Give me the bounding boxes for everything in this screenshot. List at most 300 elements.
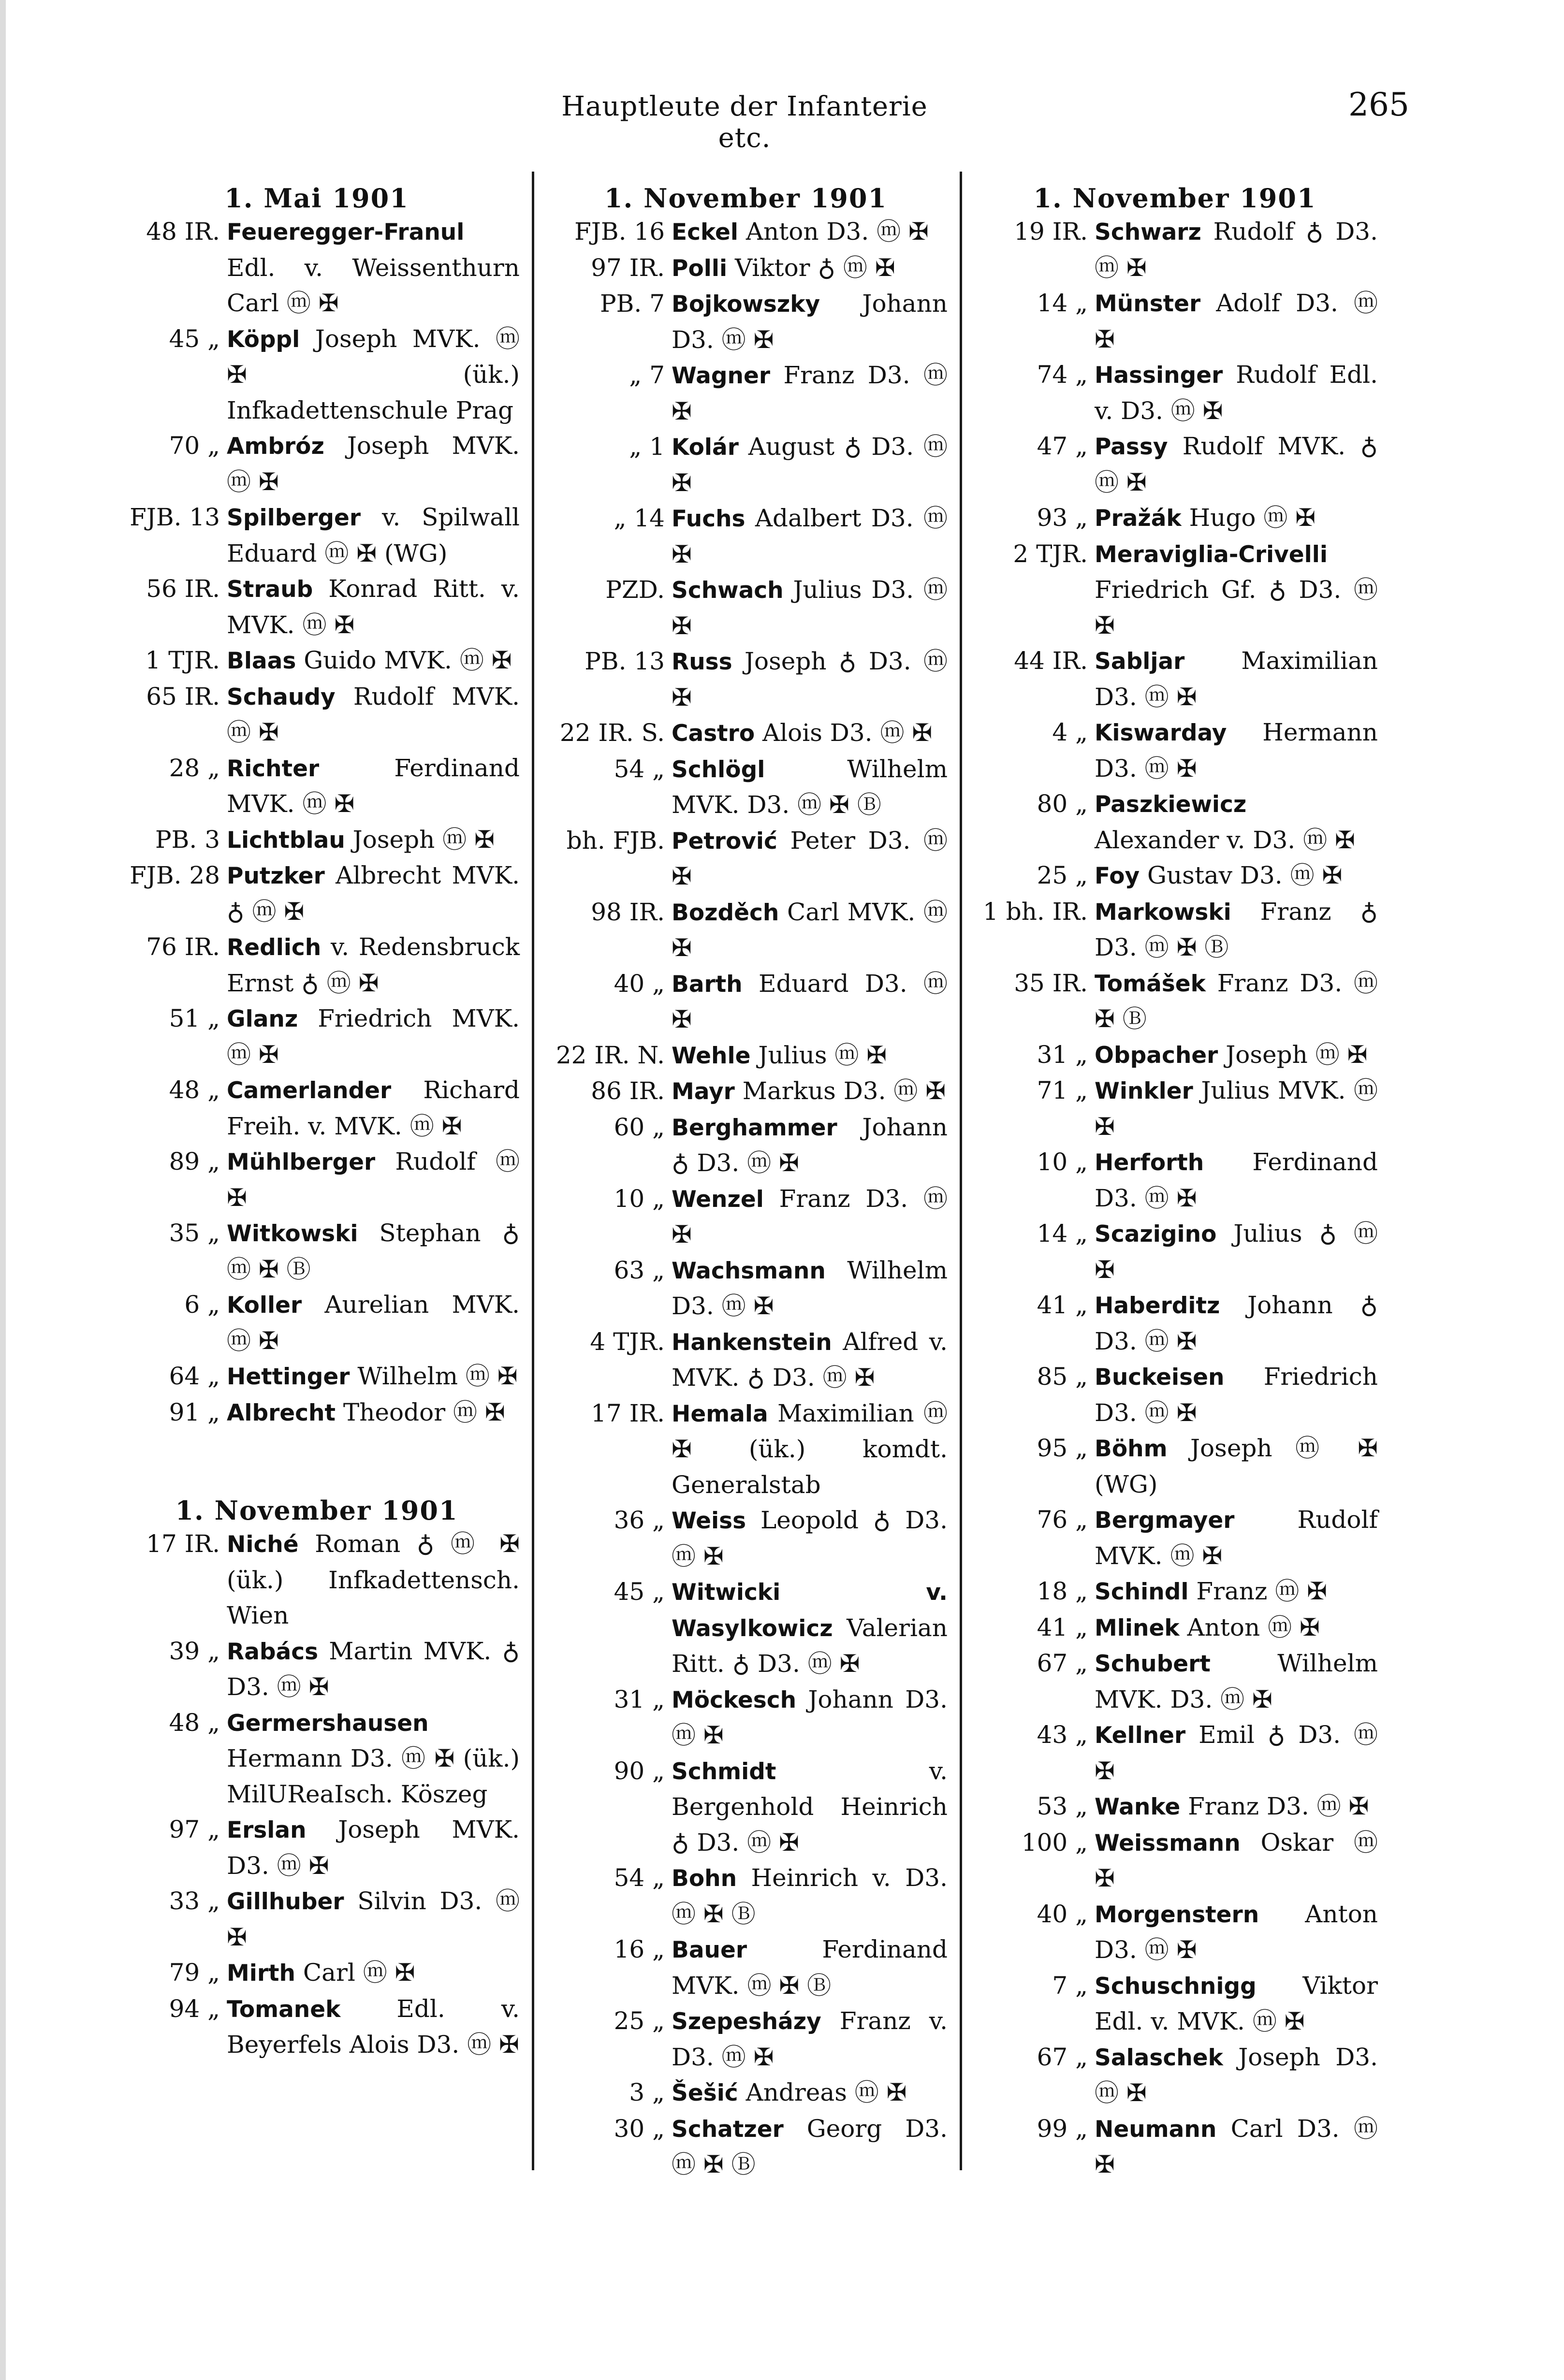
entry-text — [227, 1287, 520, 1359]
entry-details: Viktor ♁ ⓜ ✠ — [727, 253, 895, 282]
entry-text — [227, 1216, 520, 1287]
surname: Morgenstern — [1095, 1901, 1259, 1928]
unit-number: 51 „ — [169, 1004, 220, 1032]
roster-entry — [972, 786, 1378, 858]
unit-number: 89 „ — [169, 1147, 220, 1175]
roster-entry — [114, 1812, 520, 1884]
running-header: Hauptleute der Infanterie etc. — [561, 91, 928, 154]
roster-entry — [544, 2075, 948, 2111]
roster-entry — [544, 1110, 948, 1181]
surname: Schubert — [1095, 1651, 1211, 1677]
surname: Schaudy — [227, 683, 336, 711]
surname: Scazigino — [1095, 1221, 1217, 1248]
entry-text — [227, 1073, 520, 1144]
roster-entry — [544, 966, 948, 1038]
entry-details: Heinrich v. D3. ⓜ ✠ Ⓑ — [672, 1864, 948, 1928]
unit-number: 48 IR. — [146, 218, 220, 246]
unit-number: 3 „ — [629, 2078, 665, 2106]
roster-entry — [114, 1287, 520, 1359]
surname: Köppl — [227, 326, 300, 353]
entry-details: Andreas ⓜ ✠ — [738, 2078, 907, 2106]
roster-entry — [544, 1574, 948, 1682]
unit-number: 100 „ — [1021, 1828, 1088, 1857]
surname: Bergmayer — [1095, 1507, 1235, 1534]
unit-number: 28 „ — [169, 754, 220, 782]
entry-text — [672, 1253, 948, 1324]
entry-text — [1095, 2040, 1378, 2111]
entry-details: Franz v. D3. ⓜ ✠ — [672, 2007, 948, 2071]
entry-details: Theodor ⓜ ✠ — [335, 1398, 505, 1426]
entry-details: Richard Freih. v. MVK. ⓜ ✠ — [227, 1076, 520, 1140]
entry-details: Rudolf ⓜ ✠ — [227, 1147, 520, 1212]
unit-number: 31 „ — [1037, 1040, 1088, 1069]
surname: Paszkiewicz — [1095, 791, 1247, 818]
entry-details: Carl MVK. ⓜ ✠ — [672, 898, 948, 962]
entry-details: Anton ⓜ ✠ — [1179, 1613, 1320, 1641]
unit-number: PZD. — [605, 576, 665, 604]
entry-details: Joseph MVK. ⓜ ✠ (ük.) Infkadettenschule Prag — [227, 324, 520, 424]
entry-text — [1095, 1610, 1378, 1646]
surname: Schmidt — [672, 1758, 776, 1785]
unit-number: 63 „ — [614, 1256, 665, 1284]
unit-number: „ 14 — [614, 504, 665, 532]
column-rule — [532, 172, 534, 2170]
entry-text — [672, 1860, 948, 1932]
roster-entry — [114, 571, 520, 643]
roster-entry — [972, 1610, 1378, 1646]
roster-entry — [544, 752, 948, 823]
unit-number: 35 IR. — [1014, 969, 1088, 997]
surname: Bauer — [672, 1937, 747, 1963]
unit-number: FJB. 28 — [130, 861, 220, 889]
roster-entry — [114, 1705, 520, 1813]
surname: Wagner — [672, 363, 771, 389]
surname: Petrović — [672, 827, 777, 855]
roster-entry — [972, 1717, 1378, 1789]
entry-details: Johann ♁ D3. ⓜ ✠ — [672, 1113, 948, 1177]
entry-text — [1095, 1502, 1378, 1574]
entry-text — [227, 1991, 520, 2063]
section-heading: 1. Mai 1901 — [224, 183, 409, 214]
unit-number: 56 IR. — [146, 575, 220, 603]
roster-entry — [114, 1395, 520, 1431]
entry-text — [672, 1110, 948, 1181]
entry-details: Edl. v. Beyerfels Alois D3. ⓜ ✠ — [227, 1994, 520, 2059]
unit-number: 2 TJR. — [1013, 539, 1088, 568]
entry-text — [1095, 786, 1378, 858]
unit-number: 64 „ — [169, 1362, 220, 1390]
roster-entry — [544, 501, 948, 572]
entry-text — [672, 214, 948, 250]
entry-text — [227, 571, 520, 643]
roster-entry — [114, 679, 520, 751]
entry-details: Georg D3. ⓜ ✠ Ⓑ — [672, 2114, 948, 2178]
roster-entry — [972, 966, 1378, 1037]
entry-text — [1095, 715, 1378, 786]
roster-entry — [114, 1001, 520, 1073]
entry-text — [227, 1144, 520, 1216]
surname: Bohn — [672, 1865, 737, 1892]
column-middle — [544, 172, 948, 2183]
unit-number: 25 „ — [614, 2007, 665, 2035]
surname: Koller — [227, 1292, 302, 1319]
unit-number: 76 IR. — [146, 933, 220, 961]
roster-entry — [544, 895, 948, 966]
entry-details: Wilhelm MVK. D3. ⓜ ✠ — [1095, 1649, 1378, 1713]
surname: Hemala — [672, 1400, 768, 1427]
unit-number: 47 „ — [1037, 432, 1088, 460]
roster-entry — [972, 429, 1378, 500]
surname: Pražák — [1095, 505, 1182, 532]
unit-number: 7 „ — [1052, 1971, 1088, 2000]
surname: Erslan — [227, 1817, 307, 1843]
entry-text — [227, 929, 520, 1001]
entry-details: Franz D3. ⓜ ✠ — [672, 1184, 948, 1248]
entry-details: v. Bergenhold Heinrich ♁ D3. ⓜ ✠ — [672, 1756, 948, 1857]
entry-details: Hermann D3. ⓜ ✠ — [1095, 718, 1378, 783]
surname: Böhm — [1095, 1436, 1168, 1462]
entry-text — [1095, 1968, 1378, 2040]
unit-number: PB. 3 — [155, 825, 220, 854]
roster-entry — [972, 1574, 1378, 1610]
entry-details: Friedrich MVK. ⓜ ✠ — [227, 1004, 520, 1069]
unit-number: 91 „ — [169, 1398, 220, 1426]
entry-details: Guido MVK. ⓜ ✠ — [296, 646, 512, 674]
entry-text — [1095, 537, 1378, 644]
entry-text — [1095, 1717, 1378, 1789]
unit-number: 90 „ — [614, 1756, 665, 1785]
surname: Wenzel — [672, 1186, 764, 1213]
entry-details: Roman ♁ ⓜ ✠ (ük.) Infkadettensch. Wien — [227, 1530, 520, 1629]
roster-entry — [544, 1038, 948, 1074]
entry-text — [1095, 1216, 1378, 1288]
entry-details: Joseph ⓜ ✠ — [345, 825, 495, 854]
roster-entry — [972, 1288, 1378, 1359]
roster-entry — [114, 500, 520, 571]
entry-details: Johann ♁ D3. ⓜ ✠ — [1095, 1291, 1378, 1355]
roster-entry — [544, 1860, 948, 1932]
unit-number: 97 „ — [169, 1815, 220, 1843]
entry-text — [227, 428, 520, 500]
surname: Schwarz — [1095, 219, 1201, 246]
roster-entry — [972, 500, 1378, 537]
roster-entry — [114, 1216, 520, 1287]
roster-entry — [972, 2040, 1378, 2111]
roster-entry — [972, 1145, 1378, 1216]
surname: Witkowski — [227, 1220, 358, 1247]
unit-number: FJB. 13 — [130, 503, 220, 531]
roster-entry — [114, 858, 520, 929]
entry-details: Anton D3. ⓜ ✠ — [1095, 1900, 1378, 1964]
surname: Niché — [227, 1531, 299, 1558]
roster-entry — [544, 429, 948, 501]
entry-text — [672, 715, 948, 752]
roster-entry — [972, 1897, 1378, 1968]
entry-details: Joseph ⓜ ✠ — [1218, 1040, 1368, 1069]
entry-text — [672, 2075, 948, 2111]
unit-number: 70 „ — [169, 432, 220, 460]
entry-text — [227, 1526, 520, 1634]
entry-text — [672, 1932, 948, 2003]
entry-text — [672, 1574, 948, 1682]
roster-entry — [544, 1074, 948, 1110]
surname: Herforth — [1095, 1149, 1204, 1176]
entry-text — [227, 500, 520, 571]
entry-text — [672, 501, 948, 572]
entry-details: Peter D3. ⓜ ✠ — [672, 826, 948, 890]
roster-entry — [972, 1646, 1378, 1717]
entry-details: Franz D3. ⓜ ✠ — [1180, 1792, 1369, 1820]
surname: Eckel — [672, 219, 738, 246]
entry-details: Ferdinand D3. ⓜ ✠ — [1095, 1148, 1378, 1212]
entry-text — [1095, 357, 1378, 429]
entry-text — [1095, 1431, 1378, 1502]
roster-entry — [544, 2111, 948, 2183]
entry-text — [227, 643, 520, 679]
surname: Schwach — [672, 577, 784, 604]
unit-number: 76 „ — [1037, 1506, 1088, 1534]
entry-text — [672, 1324, 948, 1396]
unit-number: 45 „ — [614, 1578, 665, 1606]
surname: Fuchs — [672, 506, 745, 532]
section-heading: 1. November 1901 — [175, 1495, 458, 1526]
surname: Barth — [672, 971, 743, 998]
surname: Hankenstein — [672, 1329, 832, 1356]
entry-details: v. Redensbruck Ernst ♁ ⓜ ✠ — [227, 933, 520, 997]
roster-entry — [114, 1073, 520, 1144]
entry-text — [672, 1181, 948, 1253]
roster-entry — [114, 1634, 520, 1705]
surname: Camerlander — [227, 1077, 392, 1104]
entry-text — [227, 214, 520, 321]
surname: Bojkowszky — [672, 291, 820, 318]
entry-text — [1095, 286, 1378, 357]
unit-number: 80 „ — [1037, 790, 1088, 818]
unit-number: 35 „ — [169, 1219, 220, 1247]
unit-number: 1 bh. IR. — [983, 897, 1088, 926]
surname: Mayr — [672, 1078, 735, 1105]
entry-details: Joseph MVK. D3. ⓜ ✠ — [227, 1815, 520, 1880]
entry-text — [672, 1038, 948, 1074]
entry-text — [227, 751, 520, 822]
roster-entry — [114, 428, 520, 500]
entry-text — [1095, 643, 1378, 715]
unit-number: 48 „ — [169, 1708, 220, 1737]
entry-details: Adolf D3. ⓜ ✠ — [1095, 289, 1378, 353]
surname: Hettinger — [227, 1364, 350, 1390]
unit-number: 22 IR. S. — [559, 719, 665, 747]
unit-number: 4 „ — [1052, 718, 1088, 746]
entry-details: Rudolf MVK. ⓜ ✠ — [227, 682, 520, 746]
surname: Hassinger — [1095, 362, 1223, 389]
roster-entry — [544, 1503, 948, 1574]
unit-number: 40 „ — [1037, 1900, 1088, 1928]
entry-details: Friedrich Gf. ♁ D3. ⓜ ✠ — [1095, 576, 1378, 639]
column-left — [114, 172, 520, 2063]
entry-details: Hugo ⓜ ✠ — [1181, 504, 1316, 532]
entry-details: Edl. v. Weissenthurn Carl ⓜ ✠ — [227, 253, 520, 317]
unit-number: PB. 13 — [585, 647, 665, 675]
surname: Münster — [1095, 290, 1201, 317]
surname: Šešić — [672, 2080, 738, 2106]
unit-number: bh. FJB. — [566, 826, 665, 855]
unit-number: 22 IR. N. — [555, 1041, 665, 1069]
entry-text — [672, 250, 948, 287]
surname: Gillhuber — [227, 1888, 344, 1915]
unit-number: „ 7 — [629, 361, 665, 389]
unit-number: 1 TJR. — [145, 646, 220, 674]
entry-text — [227, 1705, 520, 1813]
entry-details: Markus D3. ⓜ ✠ — [734, 1077, 946, 1105]
entry-details: Valerian Ritt. ♁ D3. ⓜ ✠ — [672, 1613, 948, 1678]
surname: Witwicki v. Wasylkowicz — [672, 1579, 948, 1642]
roster-entry — [972, 1073, 1378, 1145]
entry-details: Carl ⓜ ✠ — [295, 1959, 415, 1987]
entry-details: Alfred v. MVK. ♁ D3. ⓜ ✠ — [672, 1327, 948, 1392]
surname: Albrecht — [227, 1399, 336, 1426]
column-rule — [960, 172, 962, 2170]
entry-text — [1095, 1897, 1378, 1968]
unit-number: 85 „ — [1037, 1363, 1088, 1391]
unit-number: 97 IR. — [591, 253, 665, 282]
unit-number: 54 „ — [614, 1864, 665, 1892]
surname: Passy — [1095, 434, 1168, 460]
entry-details: Friedrich D3. ⓜ ✠ — [1095, 1363, 1378, 1427]
roster-entry — [114, 1991, 520, 2063]
entry-details: Rudolf MVK. ♁ ⓜ ✠ — [1095, 432, 1378, 496]
entry-text — [1095, 858, 1378, 894]
surname: Polli — [672, 255, 728, 282]
entry-text — [1095, 1574, 1378, 1610]
entry-text — [1095, 894, 1378, 966]
unit-number: 53 „ — [1037, 1792, 1088, 1820]
entry-details: Albrecht MVK. ♁ ⓜ ✠ — [227, 861, 520, 926]
roster-entry — [114, 1884, 520, 1955]
entry-details: August ♁ D3. ⓜ ✠ — [672, 433, 948, 497]
roster-entry — [972, 1502, 1378, 1574]
roster-entry — [972, 357, 1378, 429]
unit-number: 31 „ — [614, 1685, 665, 1713]
entry-details: Adalbert D3. ⓜ ✠ — [672, 504, 948, 568]
unit-number: 67 „ — [1037, 1649, 1088, 1677]
section-heading: 1. November 1901 — [604, 183, 888, 214]
surname: Castro — [672, 720, 755, 747]
surname: Kiswarday — [1095, 720, 1227, 746]
roster-entry — [114, 1526, 520, 1634]
entry-details: Alexander v. D3. ⓜ ✠ — [1095, 826, 1355, 854]
surname: Obpacher — [1095, 1042, 1218, 1069]
surname: Ambróz — [227, 433, 324, 460]
surname: Foy — [1095, 863, 1140, 889]
entry-details: Ferdinand MVK. ⓜ ✠ — [227, 754, 520, 818]
surname: Spilberger — [227, 505, 361, 531]
roster-entry — [972, 643, 1378, 715]
surname: Sabljar — [1095, 648, 1185, 675]
unit-number: 65 IR. — [146, 682, 220, 711]
surname: Glanz — [227, 1006, 298, 1032]
entry-details: Franz ⓜ ✠ — [1188, 1577, 1328, 1605]
entry-text — [1095, 966, 1378, 1037]
unit-number: 19 IR. — [1014, 218, 1088, 246]
roster-entry — [114, 751, 520, 822]
unit-number: 16 „ — [614, 1935, 665, 1963]
unit-number: 98 IR. — [591, 898, 665, 926]
surname: Szepesházy — [672, 2008, 821, 2035]
unit-number: 95 „ — [1037, 1434, 1088, 1462]
surname: Germershausen — [227, 1710, 429, 1737]
entry-details: Wilhelm D3. ⓜ ✠ — [672, 1256, 948, 1320]
entry-text — [672, 752, 948, 823]
entry-text — [672, 1396, 948, 1503]
entry-details: Silvin D3. ⓜ ✠ — [227, 1887, 520, 1951]
roster-entry — [972, 537, 1378, 644]
entry-text — [672, 1754, 948, 1861]
surname: Redlich — [227, 934, 322, 961]
roster-entry — [114, 321, 520, 429]
entry-text — [672, 895, 948, 966]
unit-number: 33 „ — [169, 1887, 220, 1915]
entry-text — [227, 321, 520, 429]
roster-entry — [544, 358, 948, 429]
roster-entry — [544, 1253, 948, 1324]
surname: Rabács — [227, 1638, 319, 1665]
surname: Wanke — [1095, 1794, 1181, 1820]
surname: Haberditz — [1095, 1292, 1220, 1319]
unit-number: 30 „ — [614, 2114, 665, 2143]
unit-number: 41 „ — [1037, 1291, 1088, 1319]
roster-entry — [544, 214, 948, 250]
roster-entry — [972, 1789, 1378, 1825]
entry-text — [672, 966, 948, 1038]
roster-entry — [544, 715, 948, 752]
unit-number: PB. 7 — [600, 290, 665, 318]
surname: Putzker — [227, 863, 325, 889]
roster-entry — [544, 250, 948, 287]
roster-entry — [114, 929, 520, 1001]
entry-text — [227, 1634, 520, 1705]
section-gap — [114, 1431, 520, 1484]
entry-details: Oskar ⓜ ✠ — [1095, 1828, 1378, 1892]
section-heading: 1. November 1901 — [1033, 183, 1316, 214]
entry-text — [227, 679, 520, 751]
unit-number: 94 „ — [169, 1994, 220, 2023]
entry-details: v. Spilwall Eduard ⓜ ✠ (WG) — [227, 503, 520, 567]
unit-number: 79 „ — [169, 1959, 220, 1987]
unit-number: 14 „ — [1037, 1219, 1088, 1248]
entry-details: Joseph D3. ⓜ ✠ — [1095, 2043, 1378, 2107]
surname: Kolár — [672, 434, 739, 461]
roster-entry — [972, 894, 1378, 966]
entry-details: Julius ♁ ⓜ ✠ — [1095, 1219, 1378, 1284]
entry-details: Viktor Edl. v. MVK. ⓜ ✠ — [1095, 1971, 1378, 2035]
roster-entry — [544, 572, 948, 644]
roster-entry — [972, 1037, 1378, 1074]
roster-entry — [972, 1968, 1378, 2040]
surname: Winkler — [1095, 1078, 1193, 1104]
surname: Richter — [227, 755, 320, 782]
entry-details: Maximilian D3. ⓜ ✠ — [1095, 647, 1378, 711]
entry-details: Joseph MVK. ⓜ ✠ — [227, 432, 520, 496]
entry-text — [1095, 1789, 1378, 1825]
unit-number: 45 „ — [169, 324, 220, 353]
unit-number: 14 „ — [1037, 289, 1088, 317]
entry-details: Julius ⓜ ✠ — [750, 1041, 887, 1069]
entry-text — [672, 1074, 948, 1110]
unit-number: 93 „ — [1037, 504, 1088, 532]
roster-entry — [544, 286, 948, 358]
roster-entry — [544, 823, 948, 895]
entry-text — [672, 572, 948, 644]
